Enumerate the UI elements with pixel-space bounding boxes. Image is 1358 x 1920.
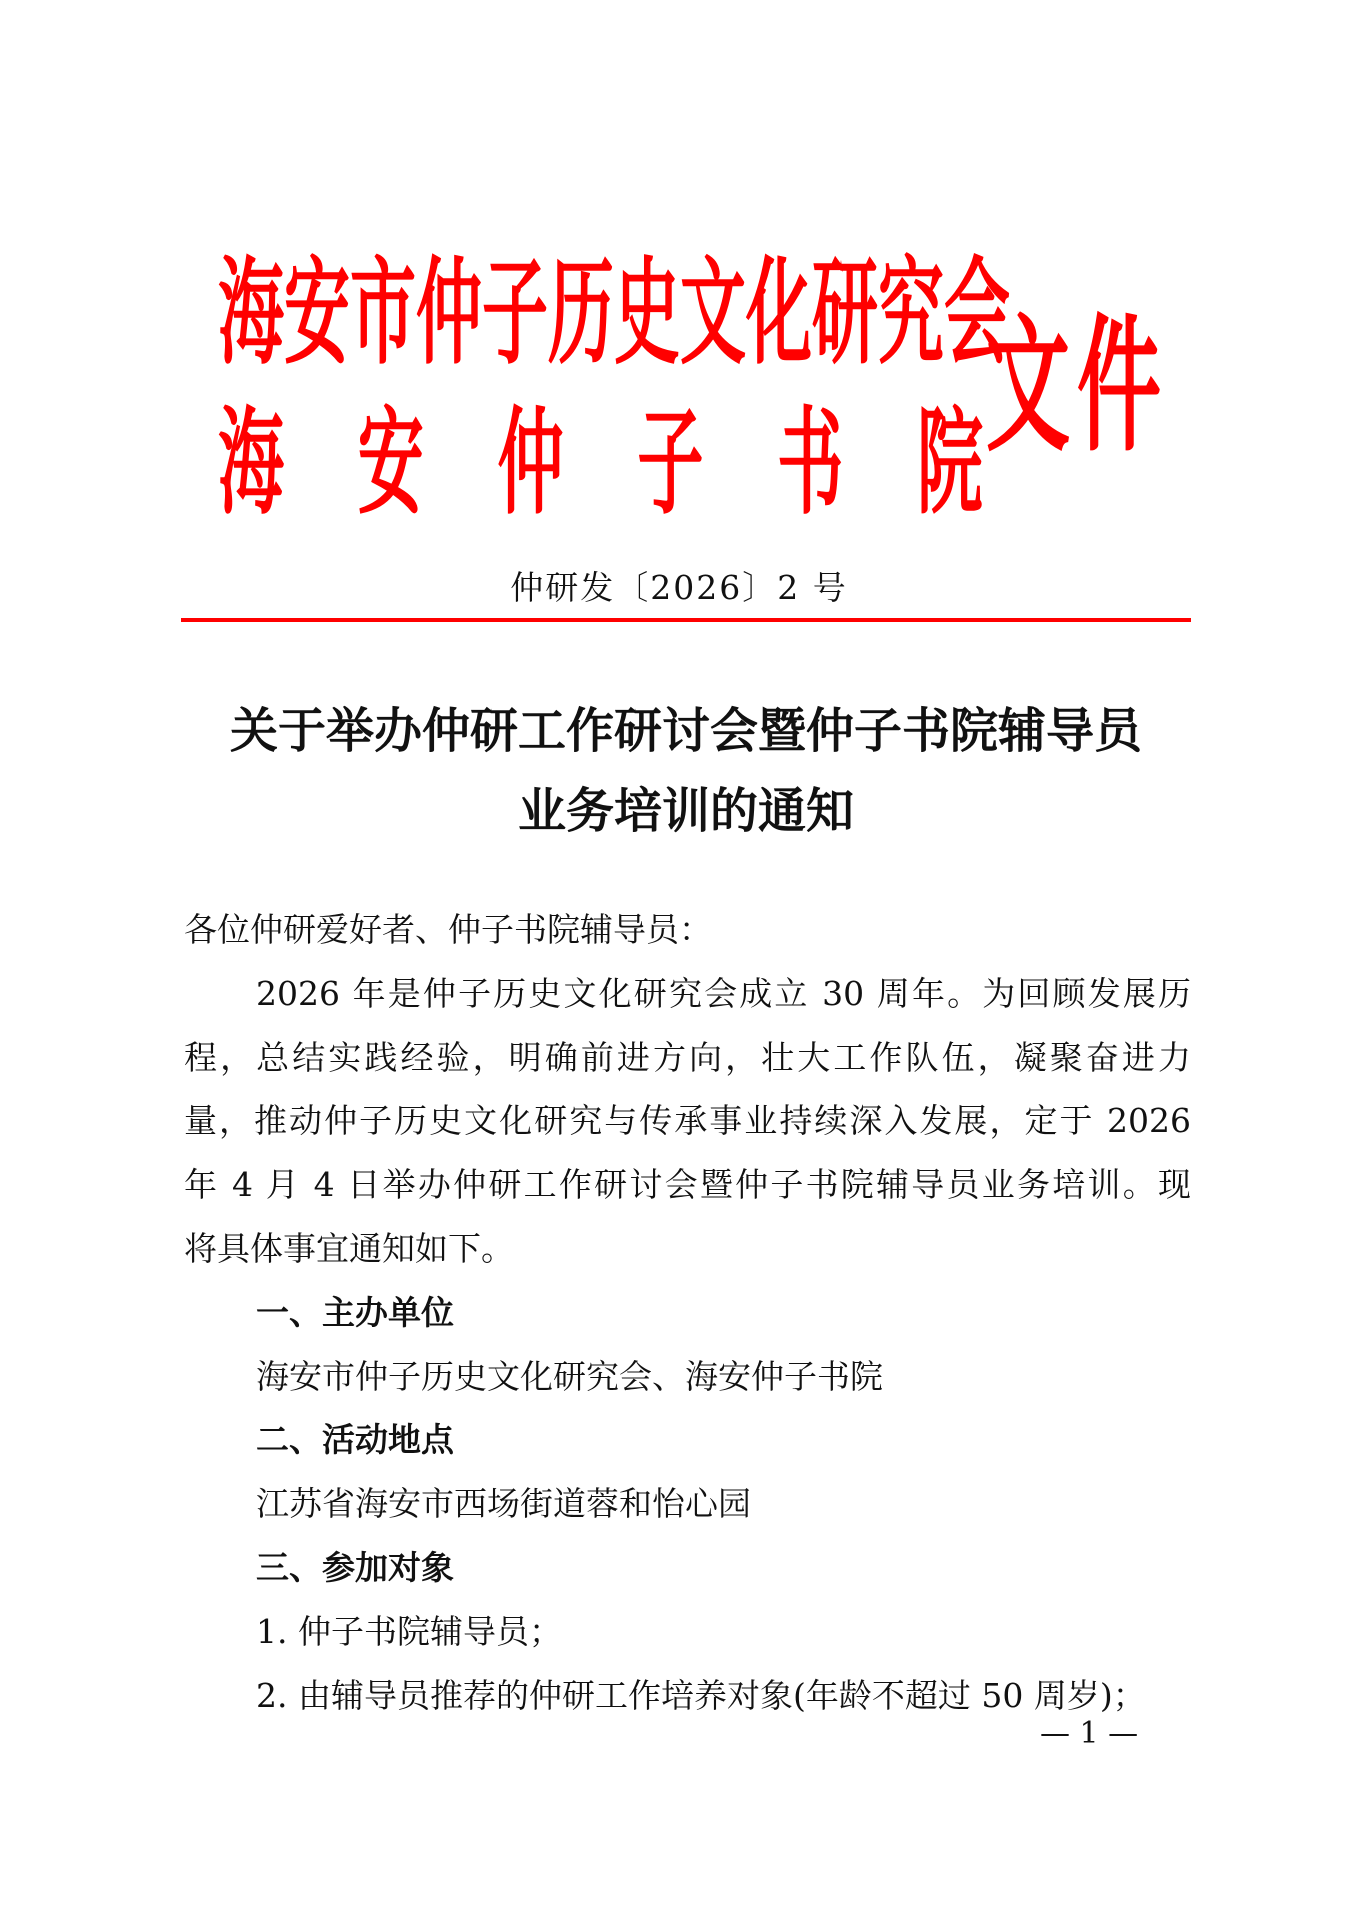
section-heading: 三、参加对象	[256, 1547, 454, 1587]
document-number: 仲研发〔2026〕2 号	[510, 568, 848, 607]
notice-title-line-2: 业务培训的通知	[517, 783, 854, 839]
section-heading: 一、主办单位	[256, 1292, 454, 1332]
header-char: 院	[916, 393, 983, 531]
list-item: 1. 仲子书院辅导员；	[256, 1611, 562, 1651]
header-char: 子	[482, 243, 548, 381]
red-divider	[181, 618, 1191, 622]
notice-body	[184, 898, 1191, 1727]
header-char: 市	[350, 243, 416, 381]
document-label	[986, 298, 1161, 472]
header-char: 书	[777, 393, 844, 531]
header-char: 安	[357, 393, 424, 531]
header-char: 海	[218, 243, 284, 381]
header-char: 文	[680, 243, 746, 381]
issuer-name-line-2	[218, 393, 983, 531]
section-heading: 二、活动地点	[256, 1420, 454, 1460]
header-char: 历	[548, 243, 614, 381]
header-char: 究	[878, 243, 944, 381]
paragraph-line: 量，推动仲子历史文化研究与传承事业持续深入发展，定于 2026	[184, 1101, 1191, 1141]
header-char: 仲	[416, 243, 482, 381]
header-char: 文	[986, 298, 1071, 472]
issuer-name-line-1	[218, 243, 1010, 381]
header-char: 子	[637, 393, 704, 531]
paragraph-line: 年 4 月 4 日举办仲研工作研讨会暨仲子书院辅导员业务培训。现	[184, 1165, 1191, 1205]
salutation: 各位仲研爱好者、仲子书院辅导员：	[184, 910, 712, 949]
header-char: 史	[614, 243, 680, 381]
header-char: 仲	[497, 393, 564, 531]
section-text: 海安市仲子历史文化研究会、海安仲子书院	[256, 1356, 883, 1396]
header-char: 化	[746, 243, 812, 381]
header-char: 研	[812, 243, 878, 381]
paragraph-line: 将具体事宜通知如下。	[184, 1228, 514, 1268]
header-char: 海	[218, 393, 284, 531]
list-item: 2. 由辅导员推荐的仲研工作培养对象(年龄不超过 50 周岁)；	[256, 1675, 1146, 1715]
header-char: 安	[284, 243, 350, 381]
paragraph-line: 2026 年是仲子历史文化研究会成立 30 周年。为回顾发展历	[256, 973, 1191, 1013]
paragraph-line: 程，总结实践经验，明确前进方向，壮大工作队伍，凝聚奋进力	[184, 1037, 1191, 1077]
notice-title-line-1: 关于举办仲研工作研讨会暨仲子书院辅导员	[229, 703, 1142, 759]
section-text: 江苏省海安市西场街道蓉和怡心园	[256, 1484, 751, 1524]
page-number: — 1 —	[1040, 1716, 1139, 1751]
header-char: 会	[944, 243, 1010, 381]
header-char: 件	[1076, 298, 1161, 472]
